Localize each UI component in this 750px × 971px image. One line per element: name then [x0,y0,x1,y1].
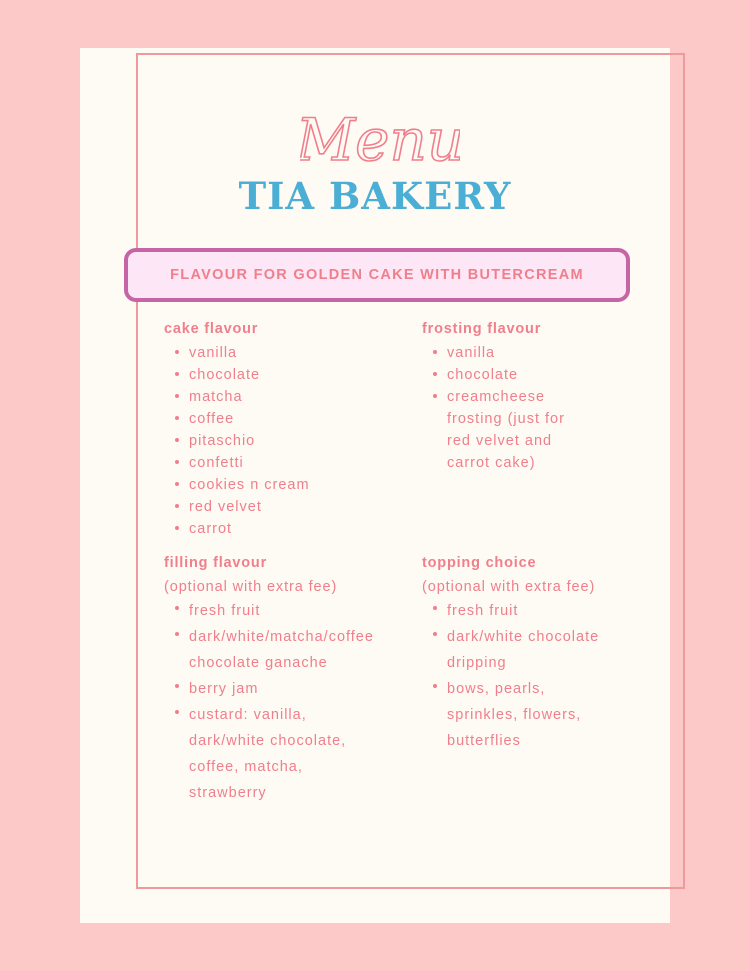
list-item: custard: vanilla, dark/white chocolate, coffee, matcha, strawberry [189,702,359,806]
section-title: topping choice [422,555,537,571]
list-item: matcha [189,386,394,408]
svg-text:Menu: Menu [300,106,460,174]
list-item: chocolate [447,364,582,386]
section-title: cake flavour [164,321,259,337]
frosting-flavour-section [422,321,582,474]
section-title: filling flavour [164,555,268,571]
menu-script-title [300,88,460,188]
flavour-banner [124,248,630,302]
brand-name: TIA BAKERY [238,174,512,218]
cake-flavour-list [164,342,394,540]
section-note: (optional with extra fee) [422,579,596,595]
topping-choice-list [422,598,622,754]
banner-label: FLAVOUR FOR GOLDEN CAKE WITH BUTERCREAM [170,267,584,283]
topping-choice-section [422,555,622,754]
list-item: dark/white chocolate dripping [447,624,612,676]
list-item: dark/white/matcha/coffee chocolate ganache [189,624,400,676]
list-item: pitaschio [189,430,394,452]
section-note: (optional with extra fee) [164,579,338,595]
list-item: vanilla [447,342,582,364]
list-item: bows, pearls, sprinkles, flowers, butterflies [447,676,597,754]
filling-flavour-section [164,555,400,806]
list-item: carrot [189,518,394,540]
filling-flavour-list [164,598,400,806]
list-item: fresh fruit [189,598,400,624]
list-item: vanilla [189,342,394,364]
list-item: creamcheese frosting (just for red velvet and carrot cake) [447,386,582,474]
frosting-flavour-list [422,342,582,474]
list-item: red velvet [189,496,394,518]
cake-flavour-section [164,321,394,540]
list-item: chocolate [189,364,394,386]
list-item: berry jam [189,676,400,702]
list-item: confetti [189,452,394,474]
list-item: coffee [189,408,394,430]
section-title: frosting flavour [422,321,542,337]
list-item: cookies n cream [189,474,394,496]
list-item: fresh fruit [447,598,622,624]
